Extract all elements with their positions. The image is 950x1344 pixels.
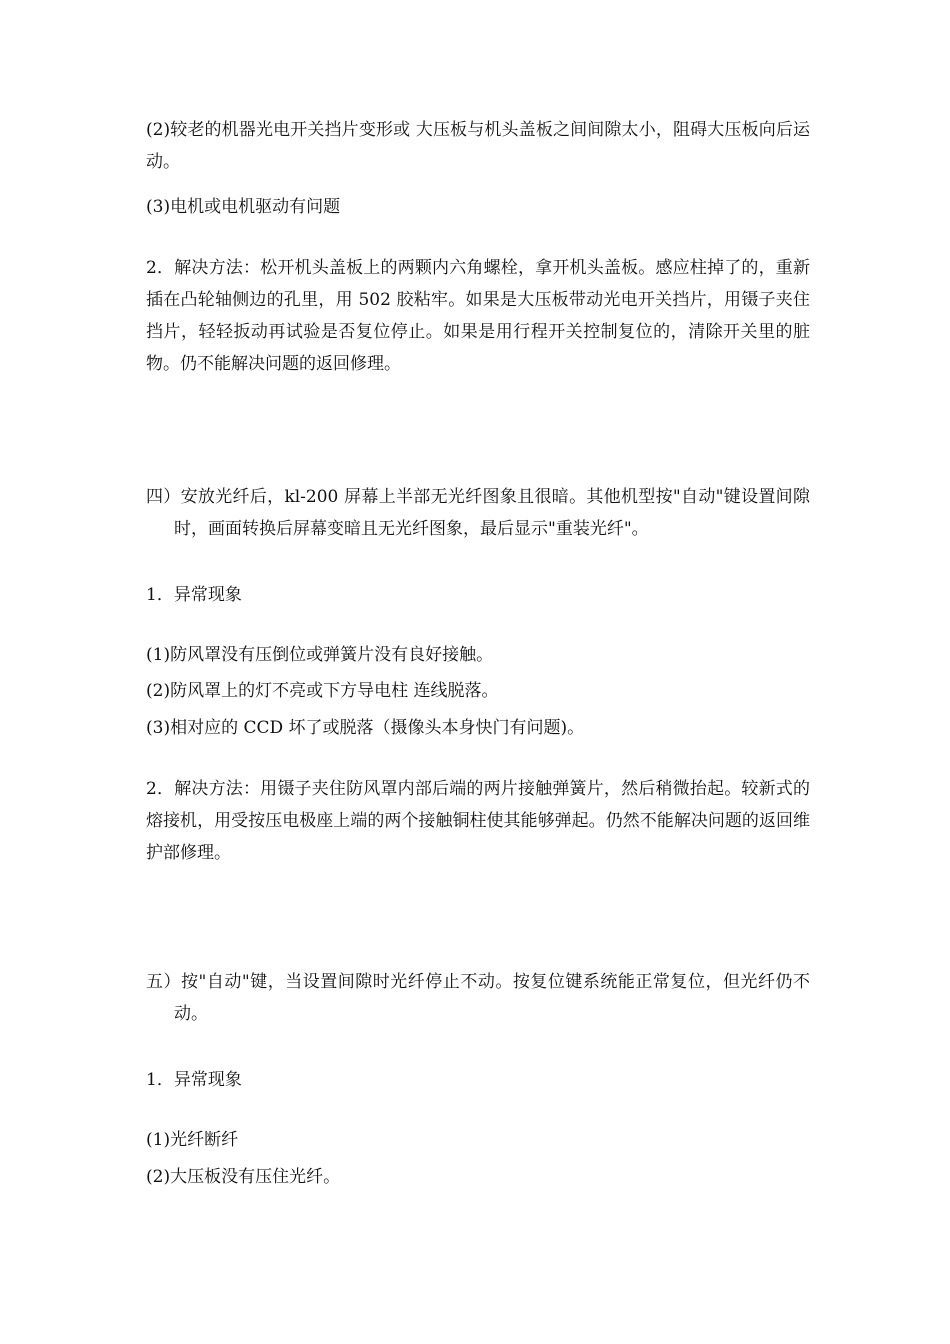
solution-paragraph: 2．解决方法：用镊子夹住防风罩内部后端的两片接触弹簧片，然后稍微抬起。较新式的熔接机，用受按压电极座上端的两个接触铜柱使其能够弹起。仍然不能解决问题的返回维护部修理。 xyxy=(146,779,810,863)
phenomenon-item-2: (2)大压板没有压住光纤。 xyxy=(146,1167,341,1187)
section-heading-4: 四）安放光纤后，kl-200 屏幕上半部无光纤图象且很暗。其他机型按"自动"键设置间隙时，画面转换后屏幕变暗且无光纤图象，最后显示"重装光纤"。 xyxy=(146,487,810,539)
abnormal-phenomenon-heading: 1．异常现象 xyxy=(146,585,242,605)
solution-paragraph: 2．解决方法：松开机头盖板上的两颗内六角螺栓，拿开机头盖板。感应柱掉了的，重新插在凸轮轴侧边的孔里，用 502 胶粘牢。如果是大压板带动光电开关挡片，用镊子夹住挡片，轻轻扳动再试验是否复位停止。如果是用行程开关控制复位的，清除开关里的脏物。仍不能解决问题的返回修理。 xyxy=(146,258,810,374)
phenomenon-item-1: (1)光纤断纤 xyxy=(146,1130,239,1150)
cause-item-2: (2)较老的机器光电开关挡片变形或 大压板与机头盖板之间间隙太小，阻碍大压板向后运动。 xyxy=(146,120,810,172)
phenomenon-item-2: (2)防风罩上的灯不亮或下方导电柱 连线脱落。 xyxy=(146,681,499,701)
phenomenon-item-3: (3)相对应的 CCD 坏了或脱落（摄像头本身快门有问题)。 xyxy=(146,718,585,738)
phenomenon-item-1: (1)防风罩没有压倒位或弹簧片没有良好接触。 xyxy=(146,645,494,665)
abnormal-phenomenon-heading: 1．异常现象 xyxy=(146,1070,242,1090)
section-heading-5: 五）按"自动"键，当设置间隙时光纤停止不动。按复位键系统能正常复位，但光纤仍不动。 xyxy=(146,972,810,1024)
cause-item-3: (3)电机或电机驱动有问题 xyxy=(146,197,341,217)
